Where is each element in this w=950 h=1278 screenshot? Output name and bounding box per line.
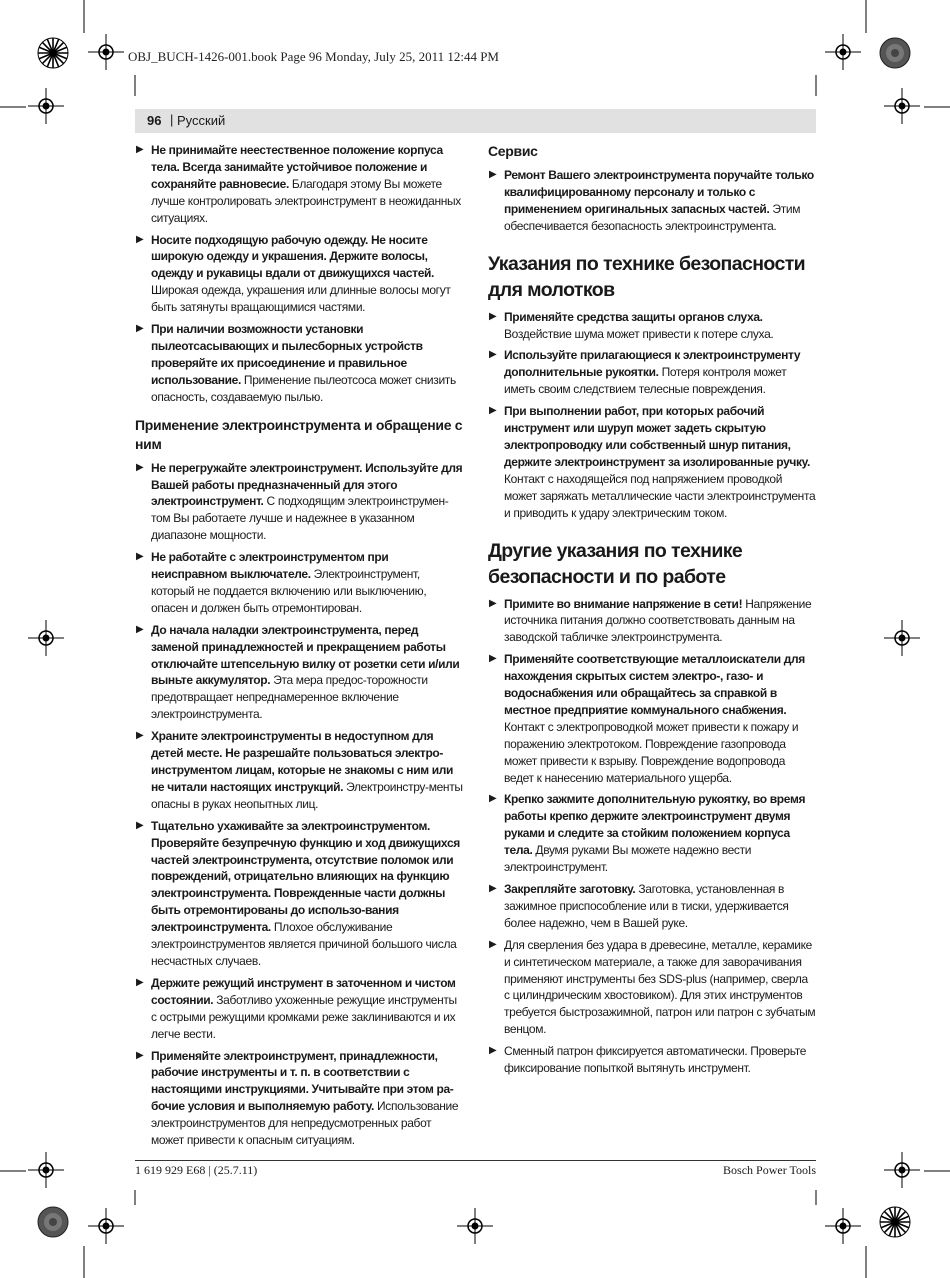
- file-slug: OBJ_BUCH-1426-001.book Page 96 Monday, July 25, 2011 12:44 PM: [128, 49, 499, 64]
- bullet-item: [135, 460, 463, 545]
- footer-rule: [135, 1160, 816, 1161]
- bullet-body-text: С подходящим электроинструмен-том Вы работаете лучше и надежнее в указанном диапазоне мощности.: [151, 494, 449, 543]
- bullet-arrow-icon: ▶: [136, 819, 144, 831]
- bullet-body-text: Благодаря этому Вы можете лучше контролировать электроинструмент в неожиданных ситуациях.: [151, 176, 461, 225]
- bullet-arrow-icon: ▶: [136, 551, 144, 563]
- bullet-body-text: Заготовка, установленная в зажимное приспособление или в тиски, удерживается более надежно, чем в Вашей руке.: [504, 882, 789, 930]
- bullet-item: [135, 232, 463, 317]
- bullet-arrow-icon: ▶: [136, 144, 144, 155]
- bullet-body-text: Электроинстру-менты опасны в руках неопытных лиц.: [151, 779, 463, 811]
- hammer-items: [488, 309, 816, 522]
- bullet-lead-text: Не перегружайте электроинструмент. Используйте для Вашей работы предназначенный для этого электроинструмент.: [151, 460, 463, 509]
- bullet-lead-text: При выполнении работ, при которых рабочий инструмент или шуруп может задеть скрытую электропроводку или собственный шнур питания, держите электроинструмент за изолированные ручку.: [504, 404, 810, 469]
- bullet-arrow-icon: ▶: [489, 405, 497, 417]
- footer-brand: Bosch Power Tools: [723, 1163, 816, 1177]
- bullet-body-text: Воздействие шума может привести к потере слуха.: [504, 326, 774, 341]
- footer-doc-number: 1 619 929 E68 | (25.7.11): [135, 1163, 258, 1177]
- bullet-body-text: Использование электроинструментов для непредусмотренных работ может привести к опасным ситуациям.: [151, 1099, 459, 1148]
- header-separator: |: [170, 112, 174, 127]
- bullet-body-text: Потеря контроля может иметь своим следствием телесные повреждения.: [504, 365, 787, 397]
- bullet-body-text: Этим обеспечивается безопасность электроинструмента.: [504, 201, 801, 233]
- bullet-body-text: Сменный патрон фиксируется автоматически. Проверьте фиксирование попыткой вытянуть инструмент.: [504, 1044, 807, 1076]
- bullet-arrow-icon: ▶: [136, 323, 144, 335]
- bullet-arrow-icon: ▶: [489, 793, 497, 805]
- bullet-lead-text: Закрепляйте заготовку.: [504, 882, 636, 896]
- bullet-arrow-icon: ▶: [489, 597, 497, 609]
- bullet-item: [488, 309, 816, 343]
- bullet-body-text: Применение пылеотсоса может снизить опасность, создаваемую пылью.: [151, 372, 456, 404]
- bullet-body-text: Широкая одежда, украшения или длинные волосы могут быть затянуты вращающимися частями.: [151, 283, 451, 315]
- bullet-lead-text: Крепко зажмите дополнительную рукоятку, во время работы крепко держите электроинструмент двумя руками и следите за стойким положением корпуса тела.: [504, 792, 806, 858]
- bullet-arrow-icon: ▶: [136, 461, 144, 473]
- left-items-b: [135, 460, 463, 1149]
- bullet-item: [135, 728, 463, 813]
- bullet-lead-text: Применяйте электроинструмент, принадлежности, рабочие инструменты и т. п. в соответствии с настоящими инструкциями. Учитывайте при этом ра-бочие условия и выполняемую работу.: [151, 1048, 454, 1114]
- section-heading-service: Сервис: [488, 143, 538, 159]
- bullet-item: [488, 651, 816, 786]
- bullet-item: [488, 791, 816, 876]
- service-items: [488, 167, 816, 235]
- bullet-arrow-icon: ▶: [136, 730, 144, 742]
- bullet-lead-text: Применяйте средства защиты органов слуха.: [504, 309, 763, 324]
- bullet-body-text: Заботливо ухоженные режущие инструменты с острыми режущими кромками реже заклиниваются и их легче вести.: [151, 992, 457, 1041]
- section-heading-hammers: Указания по технике безопасности для молотков: [488, 252, 806, 301]
- bullet-lead-text: Ремонт Вашего электроинструмента поручайте только квалифицированному персоналу и только с применением оригинальных запасных частей.: [504, 168, 814, 216]
- bullet-item: [135, 142, 463, 227]
- bullet-arrow-icon: ▶: [136, 976, 144, 988]
- bullet-item: [488, 937, 816, 1038]
- bullet-item: [135, 321, 463, 406]
- bullet-body-text: Двумя руками Вы можете надежно вести электроинструмент.: [504, 843, 752, 875]
- bullet-item: [488, 596, 816, 647]
- bullet-lead-text: При наличии возможности установки пылеотсасывающих и пылесборных устройств проверяйте их присоединение и правильное использование.: [151, 322, 423, 387]
- bullet-arrow-icon: ▶: [489, 883, 497, 894]
- bullet-lead-text: Носите подходящую рабочую одежду. Не носите широкую одежду и украшения. Держите волосы, одежду и рукавицы вдали от движущихся частей.: [151, 232, 435, 281]
- bullet-item: [135, 622, 463, 723]
- bullet-arrow-icon: ▶: [136, 233, 144, 245]
- bullet-arrow-icon: ▶: [489, 938, 497, 950]
- bullet-item: [488, 167, 816, 235]
- bullet-lead-text: Держите режущий инструмент в заточенном и чистом состоянии.: [151, 975, 456, 1007]
- bullet-body-text: Эта мера предос-торожности предотвращает непреднамеренное включение электроинструмента.: [151, 673, 428, 722]
- other-items: [488, 596, 816, 1077]
- bullet-arrow-icon: ▶: [489, 310, 497, 322]
- bullet-lead-text: Храните электроинструменты в недоступном для детей месте. Не разрешайте пользоваться электро-инструментом лицам, которые не знакомы с ним или не читали настоящих инструкций.: [151, 729, 454, 794]
- page-header: [135, 109, 816, 133]
- bullet-body-text: Для сверления без удара в древесине, металле, керамике и синтетическом материале, а также для заворачивания применяют инструменты без SDS-plus (например, сверла с цилиндрическим хвостовиком). Для этих инструментов требуется быстрозажимной, патрон или патрон с зубчатым венцом.: [504, 937, 816, 1037]
- bullet-body-text: Контакт с находящейся под напряжением проводкой может заряжать металлические части электроинструмента и приводить к удару электрическим током.: [504, 471, 816, 520]
- bullet-body-text: Плохое обслуживание электроинструментов является причиной большого числа несчастных случаев.: [151, 920, 457, 968]
- section-heading-usage: Применение электроинструмента и обращение с ним: [135, 416, 463, 452]
- bullet-item: [488, 403, 816, 521]
- section-heading-other: Другие указания по технике безопасности и по работе: [488, 539, 743, 588]
- bullet-body-text: Напряжение источника питания должно соответствовать данным на заводской табличке электроинструмента.: [504, 596, 812, 645]
- bullet-lead-text: Не работайте с электроинструментом при неисправном выключателе.: [151, 550, 389, 582]
- bullet-lead-text: Примите во внимание напряжение в сети!: [504, 596, 743, 611]
- bullet-item: [488, 881, 816, 932]
- bullet-lead-text: Не принимайте неестественное положение корпуса тела. Всегда занимайте устойчивое положение и сохраняйте равновесие.: [151, 143, 443, 191]
- bullet-arrow-icon: ▶: [489, 653, 497, 665]
- bullet-body-text: Контакт с электропроводкой может привести к пожару и поражению электротоком. Повреждение газопровода может привести к взрыву. Повреждение водопровода ведет к нанесению материального ущерба.: [504, 719, 799, 785]
- bullet-body-text: Электроинструмент, который не поддается включению или выключению, опасен и должен быть отремонтирован.: [151, 567, 427, 615]
- right-column: [488, 142, 816, 1082]
- bullet-lead-text: Тщательно ухаживайте за электроинструментом. Проверяйте безупречную функцию и ход движущихся частей электроинструмента, отсутствие поломок или повреждений, отрицательно влияющих на функцию электроинструмента. Поврежденные части должны быть отремонтированы до использо-вания электроинструмента.: [151, 818, 460, 935]
- bullet-item: [135, 1048, 463, 1149]
- page-number: 96: [147, 113, 162, 128]
- bullet-lead-text: До начала наладки электроинструмента, перед заменой принадлежностей и прекращением работы отключайте штепсельную вилку от розетки сети и/или выньте аккумулятор.: [151, 622, 460, 688]
- bullet-arrow-icon: ▶: [489, 1045, 497, 1057]
- bullet-arrow-icon: ▶: [136, 623, 144, 635]
- bullet-arrow-icon: ▶: [489, 349, 497, 361]
- bullet-arrow-icon: ▶: [136, 1049, 144, 1061]
- bullet-arrow-icon: ▶: [489, 169, 497, 180]
- header-language: Русский: [177, 113, 226, 128]
- bullet-item: [488, 1043, 816, 1077]
- bullet-item: [135, 549, 463, 617]
- left-column: [135, 142, 463, 1154]
- bullet-lead-text: Используйте прилагающиеся к электроинструменту дополнительные рукоятки.: [504, 348, 801, 380]
- bullet-lead-text: Применяйте соответствующие металлоискатели для нахождения скрытых систем электро-, газо- и водоснабжения или обращайтесь за справкой в местное предприятие коммунального снабжения.: [504, 652, 805, 717]
- bullet-item: [135, 975, 463, 1043]
- bullet-item: [488, 347, 816, 398]
- left-items-a: [135, 142, 463, 406]
- bullet-item: [135, 818, 463, 970]
